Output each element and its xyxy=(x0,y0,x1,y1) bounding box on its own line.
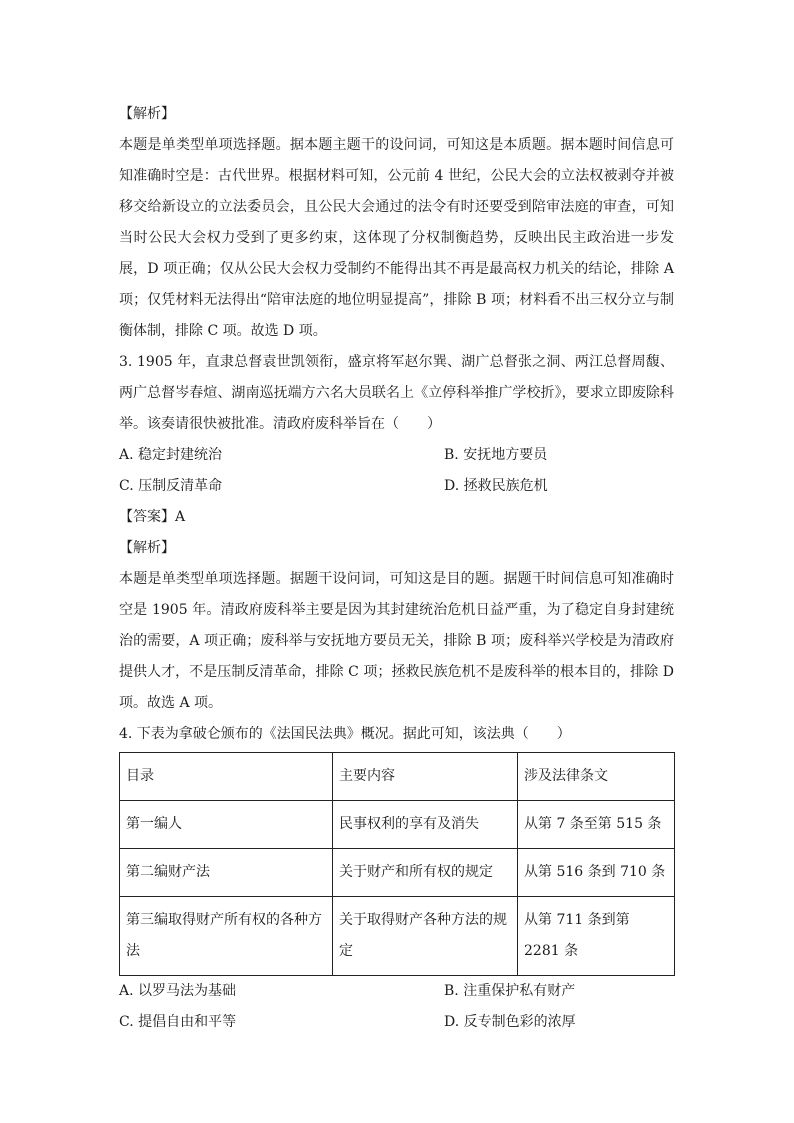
q3-analysis-label: 【解析】 xyxy=(119,540,175,556)
table-cell: 关于取得财产各种方法的规定 xyxy=(333,897,518,976)
q3-stem: 3. 1905 年，直隶总督袁世凯领衔，盛京将军赵尔巽、湖广总督张之洞、两江总督周馥、两广总督岑春煊、湖南巡抚端方六名大员联名上《立停科举推广学校折》，要求立即废除科举。该奏请很快被批准。清政府废科举旨在（ ） xyxy=(119,354,674,432)
q3-answer: 【答案】A xyxy=(119,509,186,525)
table-cell: 第三编取得财产所有权的各种方法 xyxy=(120,897,333,976)
table-cell: 从第 7 条至第 515 条 xyxy=(518,801,675,849)
q3-analysis-text: 本题是单类型单项选择题。据题干设问词，可知这是目的题。据题干时间信息可知准确时空是 1905 年。清政府废科举主要是因为其封建统治危机日益严重，为了稳定自身封建统治的需要，A 项正确；废科举与安抚地方要员无关，排除 B 项；废科举兴学校是为清政府提供人才，不是压制反清革命，排除 C 项；拯救民族危机不是废科举的根本目的，排除 D 项。故选 A 项。 xyxy=(119,571,674,711)
q2-analysis-text: 本题是单类型单项选择题。据本题主题干的设问词，可知这是本质题。据本题时间信息可知准确时空是：古代世界。根据材料可知，公元前 4 世纪，公民大会的立法权被剥夺并被移交给新设立的立法委员会，且公民大会通过的法令有时还要受到陪审法庭的审查，可知当时公民大会权力受到了更多约束，这体现了分权制衡趋势，反映出民主政治进一步发展，D 项正确；仅从公民大会权力受制约不能得出其不再是最高权力机关的结论，排除 A 项；仅凭材料无法得出“陪审法庭的地位明显提高”，排除 B 项；材料看不出三权分立与制衡体制，排除 C 项。故选 D 项。 xyxy=(119,137,674,339)
table-cell: 从第 711 条到第 2281 条 xyxy=(518,897,675,976)
q3-option-b: B. 安抚地方要员 xyxy=(444,447,548,463)
q4-options xyxy=(119,976,674,1038)
table-cell: 民事权利的享有及消失 xyxy=(333,801,518,849)
table-header-cell: 主要内容 xyxy=(333,753,518,801)
q4-option-d: D. 反专制色彩的浓厚 xyxy=(444,1014,576,1030)
table-row xyxy=(120,801,675,849)
table-row xyxy=(120,849,675,897)
civil-code-table xyxy=(119,752,675,976)
document-content xyxy=(119,99,674,1038)
q4-stem: 4. 下表为拿破仑颁布的《法国民法典》概况。据此可知，该法典（ ） xyxy=(119,726,571,742)
q4-option-c: C. 提倡自由和平等 xyxy=(119,1014,237,1030)
q3-option-d: D. 拯救民族危机 xyxy=(444,478,548,494)
q2-analysis-label: 【解析】 xyxy=(119,106,175,122)
table-row xyxy=(120,897,675,976)
table-cell: 第二编财产法 xyxy=(120,849,333,897)
q3-option-a: A. 稳定封建统治 xyxy=(119,447,223,463)
table-header-cell: 涉及法律条文 xyxy=(518,753,675,801)
q4-option-b: B. 注重保护私有财产 xyxy=(444,983,576,999)
q4-option-a: A. 以罗马法为基础 xyxy=(119,983,237,999)
table-cell: 第一编人 xyxy=(120,801,333,849)
table-header-row xyxy=(120,753,675,801)
q3-option-c: C. 压制反清革命 xyxy=(119,478,223,494)
table-cell: 从第 516 条到 710 条 xyxy=(518,849,675,897)
table-header-cell: 目录 xyxy=(120,753,333,801)
table-cell: 关于财产和所有权的规定 xyxy=(333,849,518,897)
q3-options xyxy=(119,440,674,502)
